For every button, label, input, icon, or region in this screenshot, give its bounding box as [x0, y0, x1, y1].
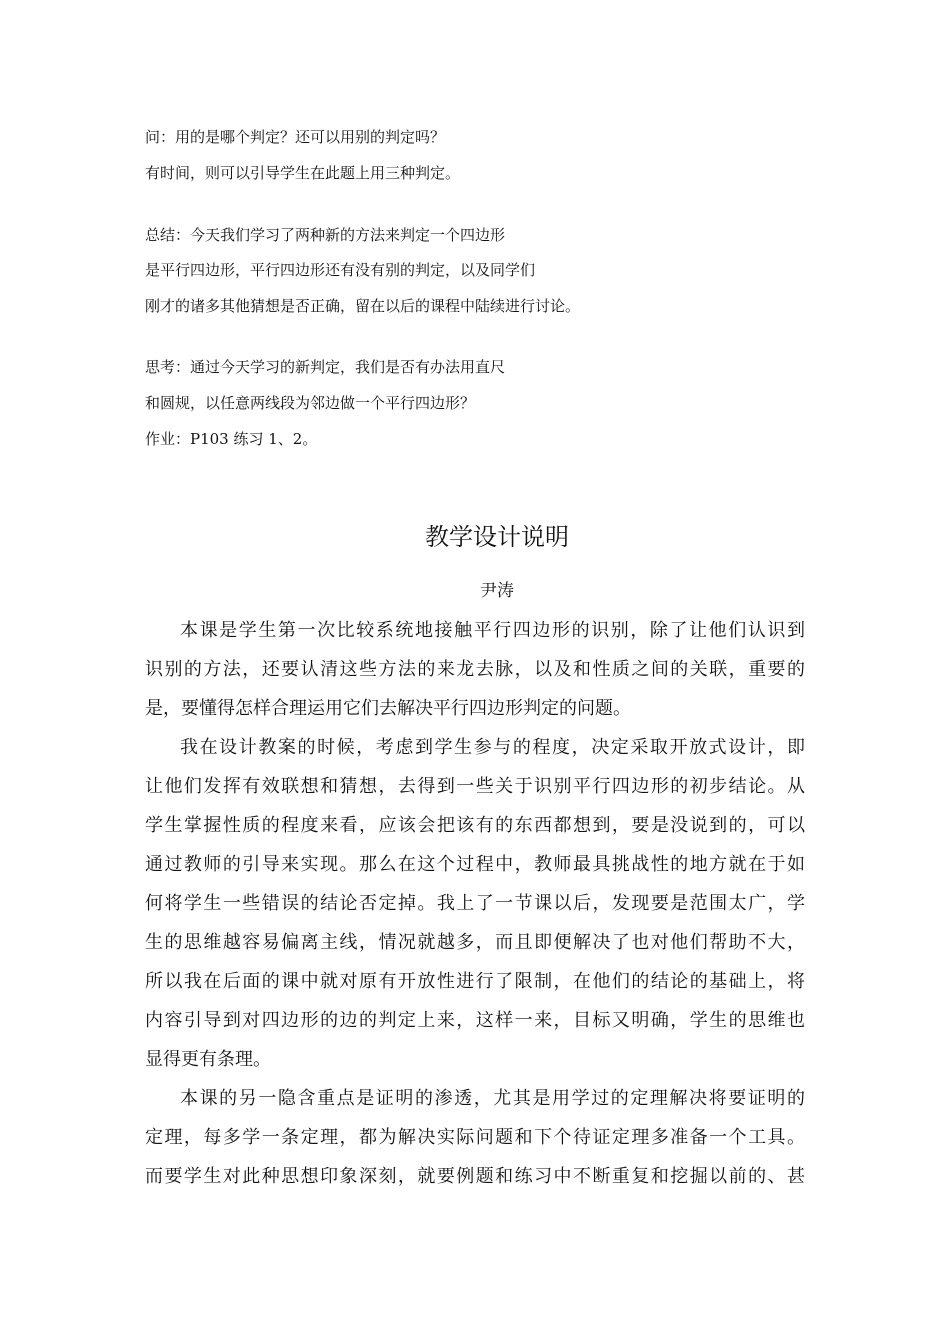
summary-line-2: 是平行四边形，平行四边形还有没有别的判定，以及同学们 — [145, 261, 536, 279]
think-line-2: 和圆规，以任意两线段为邻边做一个平行四边形？ — [145, 394, 476, 412]
paragraph-line: 本课是学生第一次比较系统地接触平行四边形的识别，除了让他们认识到 — [180, 620, 805, 641]
paragraph-line: 生的思维越容易偏离主线，情况就越多，而且即便解决了也对他们帮助不大， — [145, 932, 805, 953]
paragraph-line: 显得更有条理。 — [145, 1049, 271, 1070]
think-line-1: 思考：通过今天学习的新判定，我们是否有办法用直尺 — [145, 358, 506, 376]
paragraph-line: 而要学生对此种思想印象深刻，就要例题和练习中不断重复和挖掘以前的、甚 — [145, 1166, 805, 1187]
paragraph-line: 定理，每多学一条定理，都为解决实际问题和下个待证定理多准备一个工具。 — [145, 1127, 805, 1148]
paragraph-line: 何将学生一些错误的结论否定掉。我上了一节课以后，发现要是范围太广，学 — [145, 893, 805, 914]
paragraph-line: 我在设计教案的时候，考虑到学生参与的程度，决定采取开放式设计，即 — [180, 737, 805, 758]
homework-line: 作业：P103 练习 1、2。 — [145, 430, 318, 448]
summary-line-1: 总结：今天我们学习了两种新的方法来判定一个四边形 — [145, 226, 506, 244]
paragraph-line: 通过教师的引导来实现。那么在这个过程中，教师最具挑战性的地方就在于如 — [145, 854, 805, 875]
paragraph-line: 本课的另一隐含重点是证明的渗透，尤其是用学过的定理解决将要证明的 — [180, 1088, 805, 1109]
paragraph-line: 是，要懂得怎样合理运用它们去解决平行四边形判定的问题。 — [145, 698, 631, 719]
paragraph-line: 所以我在后面的课中就对原有开放性进行了限制，在他们的结论的基础上，将 — [145, 971, 805, 992]
paragraph-line: 学生掌握性质的程度来看，应该会把该有的东西都想到，要是没说到的，可以 — [145, 815, 805, 836]
section-title: 教学设计说明 — [425, 523, 569, 551]
paragraph-line: 识别的方法，还要认清这些方法的来龙去脉，以及和性质之间的关联，重要的 — [145, 659, 805, 680]
paragraph-line: 内容引导到对四边形的边的判定上来，这样一来，目标又明确，学生的思维也 — [145, 1010, 805, 1031]
author-name: 尹涛 — [480, 581, 514, 601]
hint-line: 有时间，则可以引导学生在此题上用三种判定。 — [145, 164, 461, 182]
paragraph-line: 让他们发挥有效联想和猜想，去得到一些关于识别平行四边形的初步结论。从 — [145, 776, 805, 797]
summary-line-3: 刚才的诸多其他猜想是否正确，留在以后的课程中陆续进行讨论。 — [145, 297, 581, 315]
question-line: 问：用的是哪个判定？还可以用别的判定吗？ — [145, 128, 446, 146]
